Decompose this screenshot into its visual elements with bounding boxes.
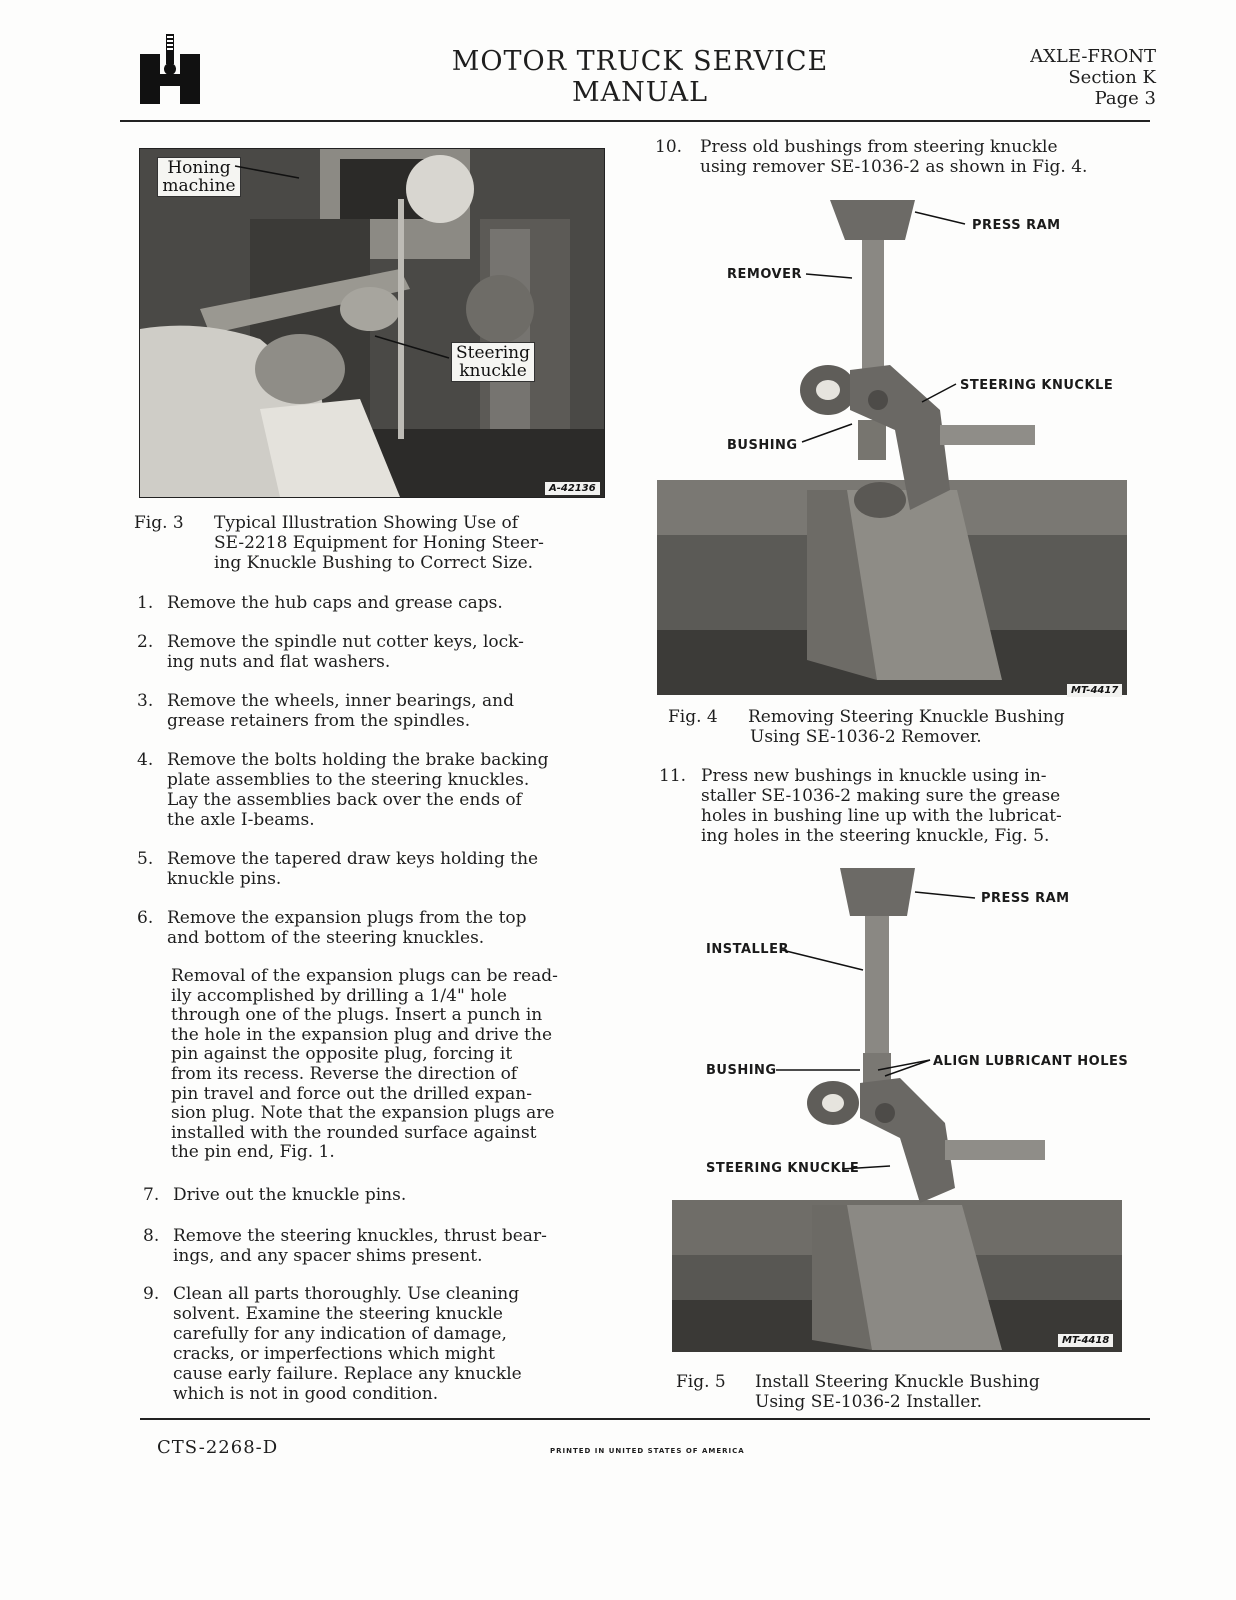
- step-number: 11.: [659, 766, 687, 786]
- note-line: the pin end, Fig. 1.: [171, 1142, 335, 1163]
- note-line: the hole in the expansion plug and drive the: [171, 1024, 553, 1045]
- step-7: [143, 1185, 633, 1207]
- step-line: ing nuts and flat washers.: [167, 652, 391, 672]
- step-line: cause early failure. Replace any knuckle: [173, 1364, 522, 1384]
- step-line: carefully for any indication of damage,: [173, 1324, 507, 1344]
- step-line: Remove the steering knuckles, thrust bear-: [173, 1226, 547, 1246]
- label-press-ram: PRESS RAM: [981, 891, 1070, 906]
- caption-text: [755, 1372, 1040, 1412]
- caption-number: Fig. 4: [668, 707, 718, 727]
- step-line: Remove the wheels, inner bearings, and: [167, 691, 515, 711]
- label-press-ram: PRESS RAM: [972, 218, 1061, 233]
- step-line: holes in bushing line up with the lubricat-: [701, 806, 1062, 826]
- step-text: [167, 849, 538, 889]
- caption-number: Fig. 5: [676, 1372, 726, 1392]
- figure-5-photo: [672, 1200, 1122, 1352]
- step-6: [137, 908, 627, 950]
- step-4: [137, 750, 627, 832]
- expansion-plug-note: [171, 967, 631, 1163]
- step-line: knuckle pins.: [167, 869, 282, 889]
- note-line: from its recess. Reverse the direction of: [171, 1063, 518, 1084]
- label-installer: INSTALLER: [706, 942, 789, 957]
- step-line: which is not in good condition.: [173, 1384, 439, 1404]
- step-line: the axle I-beams.: [167, 810, 315, 830]
- photo-id: MT-4417: [1067, 684, 1122, 697]
- photo-id: MT-4418: [1058, 1334, 1113, 1347]
- caption-text: [214, 513, 544, 573]
- caption-line: Using SE-1036-2 Remover.: [750, 727, 982, 747]
- step-line: Clean all parts thoroughly. Use cleaning: [173, 1284, 520, 1304]
- section-info: [956, 46, 1156, 109]
- note-line: sion plug. Note that the expansion plugs are: [171, 1103, 555, 1124]
- callout-honing-machine: Honing machine: [157, 157, 241, 197]
- step-number: 4.: [137, 750, 154, 770]
- step-text: [167, 632, 524, 672]
- step-text: [167, 593, 503, 613]
- step-line: using remover SE-1036-2 as shown in Fig. 4.: [700, 157, 1088, 177]
- step-line: Drive out the knuckle pins.: [173, 1185, 407, 1205]
- step-3: [137, 691, 627, 733]
- step-line: grease retainers from the spindles.: [167, 711, 471, 731]
- step-10: [655, 137, 1155, 179]
- step-8: [143, 1226, 633, 1268]
- step-2: [137, 632, 627, 674]
- step-number: 6.: [137, 908, 154, 928]
- caption-line: Install Steering Knuckle Bushing: [755, 1372, 1040, 1392]
- caption-line: SE-2218 Equipment for Honing Steer-: [214, 533, 544, 553]
- label-bushing: BUSHING: [727, 438, 798, 453]
- step-line: Remove the tapered draw keys holding the: [167, 849, 539, 869]
- step-line: Remove the hub caps and grease caps.: [167, 593, 503, 613]
- document-code: CTS-2268-D: [157, 1437, 279, 1458]
- step-5: [137, 849, 627, 891]
- callout-steering-knuckle: Steering knuckle: [451, 342, 535, 382]
- figure-3-caption: [134, 513, 614, 575]
- step-number: 10.: [655, 137, 683, 157]
- step-line: and bottom of the steering knuckles.: [167, 928, 485, 948]
- step-1: [137, 593, 627, 615]
- step-number: 7.: [143, 1185, 160, 1205]
- label-steering-knuckle: STEERING KNUCKLE: [960, 378, 1114, 393]
- step-line: Press old bushings from steering knuckle: [700, 137, 1058, 157]
- step-number: 3.: [137, 691, 154, 711]
- step-number: 5.: [137, 849, 154, 869]
- label-align-lubricant-holes: ALIGN LUBRICANT HOLES: [933, 1054, 1129, 1069]
- step-number: 2.: [137, 632, 154, 652]
- note-line: through one of the plugs. Insert a punch in: [171, 1005, 543, 1026]
- step-text: [173, 1226, 547, 1266]
- label-bushing: BUSHING: [706, 1063, 777, 1078]
- step-line: Remove the bolts holding the brake backing: [167, 750, 549, 770]
- caption-line: Removing Steering Knuckle Bushing: [748, 707, 1065, 727]
- figure-5-caption: [676, 1372, 1146, 1416]
- header-divider: [120, 120, 1150, 122]
- step-line: Remove the spindle nut cotter keys, lock-: [167, 632, 524, 652]
- step-line: cracks, or imperfections which might: [173, 1344, 496, 1364]
- printed-in-usa: PRINTED IN UNITED STATES OF AMERICA: [550, 1447, 745, 1455]
- step-line: Remove the expansion plugs from the top: [167, 908, 527, 928]
- section-line: Page 3: [1094, 88, 1156, 109]
- note-line: installed with the rounded surface against: [171, 1122, 537, 1143]
- caption-line: Typical Illustration Showing Use of: [214, 513, 519, 533]
- note-line: pin against the opposite plug, forcing it: [171, 1044, 513, 1065]
- step-text: [173, 1284, 522, 1404]
- label-steering-knuckle: STEERING KNUCKLE: [706, 1161, 860, 1176]
- step-line: staller SE-1036-2 making sure the grease: [701, 786, 1061, 806]
- figure-4-leader-lines: [640, 190, 1140, 480]
- step-11: [659, 766, 1149, 848]
- step-9: [143, 1284, 633, 1406]
- note-line: Removal of the expansion plugs can be read-: [171, 966, 558, 986]
- note-line: pin travel and force out the drilled expan-: [171, 1083, 532, 1104]
- photo-id: A-42136: [545, 482, 600, 495]
- step-line: Lay the assemblies back over the ends of: [167, 790, 522, 810]
- step-number: 9.: [143, 1284, 160, 1304]
- caption-line: Using SE-1036-2 Installer.: [755, 1392, 983, 1412]
- page-title: MOTOR TRUCK SERVICE MANUAL: [451, 46, 829, 108]
- step-text: [701, 766, 1062, 846]
- step-line: plate assemblies to the steering knuckles.: [167, 770, 530, 790]
- callout-leader-lines: [139, 148, 603, 496]
- caption-text: [748, 707, 1065, 747]
- section-line: AXLE-FRONT: [1030, 46, 1156, 67]
- note-line: ily accomplished by drilling a 1/4" hole: [171, 985, 507, 1006]
- step-text: [173, 1185, 406, 1205]
- step-line: Press new bushings in knuckle using in-: [701, 766, 1047, 786]
- caption-line: ing Knuckle Bushing to Correct Size.: [214, 553, 534, 573]
- step-number: 1.: [137, 593, 154, 613]
- label-remover: REMOVER: [727, 267, 802, 282]
- step-text: [700, 137, 1087, 177]
- step-line: ing holes in the steering knuckle, Fig. 5.: [701, 826, 1050, 846]
- step-line: ings, and any spacer shims present.: [173, 1246, 483, 1266]
- step-text: [167, 750, 548, 830]
- footer-divider: [140, 1418, 1150, 1420]
- step-text: [167, 691, 514, 731]
- ih-logo: [138, 34, 200, 104]
- step-number: 8.: [143, 1226, 160, 1246]
- section-line: Section K: [1068, 67, 1156, 88]
- caption-number: Fig. 3: [134, 513, 184, 533]
- step-line: solvent. Examine the steering knuckle: [173, 1304, 503, 1324]
- step-text: [167, 908, 527, 948]
- figure-5-leader-lines: [700, 870, 1160, 1180]
- figure-4-caption: [668, 707, 1138, 751]
